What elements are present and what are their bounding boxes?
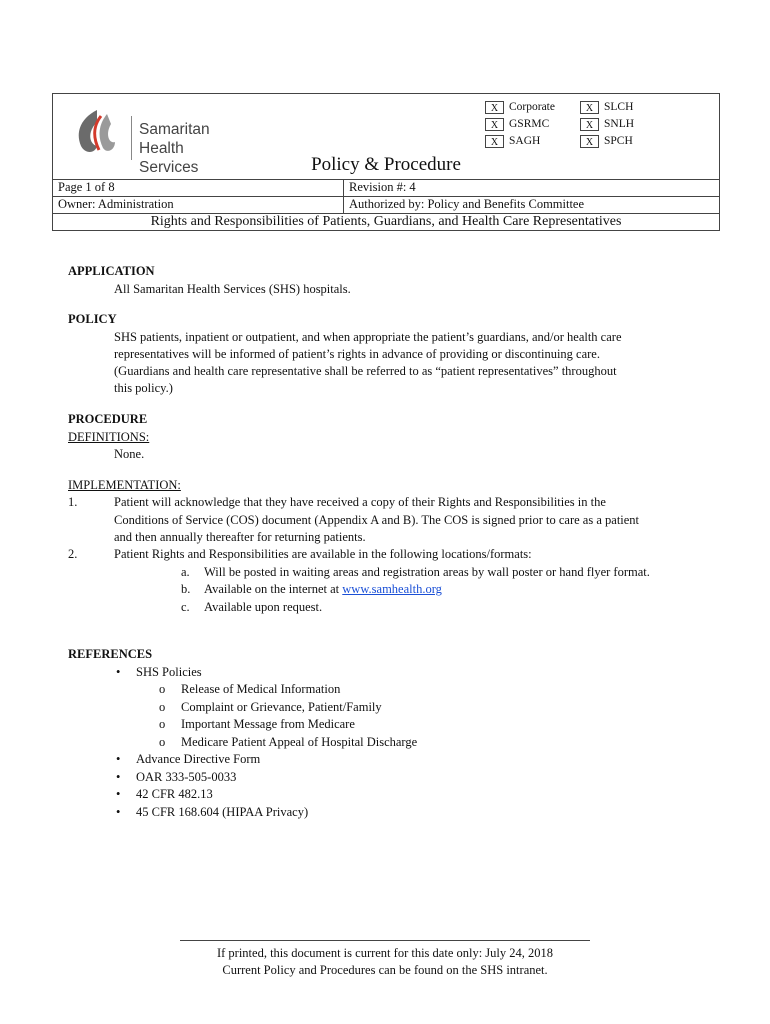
subitem-text: Available on the internet at [204, 582, 343, 596]
logo-line1: Samaritan [139, 121, 210, 138]
facility-spch: SPCH [604, 135, 633, 147]
references-heading: REFERENCES [68, 647, 153, 661]
policy-line: this policy.) [114, 381, 173, 395]
bullet-icon: • [116, 805, 121, 819]
application-text: All Samaritan Health Services (SHS) hospitals. [114, 282, 351, 296]
item1-line: and then annually thereafter for returning patients. [114, 530, 366, 544]
reference-subitem: Medicare Patient Appeal of Hospital Discharge [181, 735, 418, 749]
subitem-text-with-link [204, 581, 442, 599]
circle-bullet-icon: o [159, 682, 166, 696]
bullet-icon: • [116, 752, 121, 766]
circle-bullet-icon: o [159, 717, 166, 731]
facility-mark-corporate: X [485, 101, 504, 114]
footer-divider [180, 940, 590, 941]
subitem-text: Will be posted in waiting areas and registration areas by wall poster or hand flyer format. [204, 565, 650, 579]
bullet-icon: • [116, 787, 121, 801]
policy-subject: Rights and Responsibilities of Patients, Guardians, and Health Care Representatives [150, 214, 622, 229]
logo-line2: Health Services [139, 140, 199, 176]
policy-heading: POLICY [68, 312, 117, 326]
divider [343, 179, 344, 213]
implementation-heading: IMPLEMENTATION: [68, 478, 181, 492]
procedure-heading: PROCEDURE [68, 412, 148, 426]
document-title: Policy & Procedure [311, 154, 461, 175]
facility-mark-snlh: X [580, 118, 599, 131]
item2-text: Patient Rights and Responsibilities are available in the following locations/formats: [114, 547, 532, 561]
item1-line: Conditions of Service (COS) document (Appendix A and B). The COS is signed prior to care as a patient [114, 513, 640, 527]
item-number: 2. [68, 547, 78, 561]
item-number: 1. [68, 495, 78, 509]
subitem-letter: c. [181, 600, 190, 614]
facility-gsrmc: GSRMC [509, 118, 550, 130]
reference-item: Advance Directive Form [136, 752, 261, 766]
facility-mark-sagh: X [485, 135, 504, 148]
reference-subitem: Complaint or Grievance, Patient/Family [181, 700, 382, 714]
item1-line: Patient will acknowledge that they have received a copy of their Rights and Responsibilities in the [114, 495, 606, 509]
facility-snlh: SNLH [604, 118, 635, 130]
circle-bullet-icon: o [159, 700, 166, 714]
application-heading: APPLICATION [68, 264, 155, 278]
subitem-letter: a. [181, 565, 190, 579]
revision: Revision #: 4 [349, 180, 416, 194]
footer-line1: If printed, this document is current for this date only: July 24, 2018 [216, 946, 554, 960]
circle-bullet-icon: o [159, 735, 166, 749]
facility-sagh: SAGH [509, 135, 541, 147]
policy-line: representatives will be informed of patient’s rights in advance of providing or discontinuing care. [114, 347, 600, 361]
reference-subitem: Release of Medical Information [181, 682, 341, 696]
reference-item: 42 CFR 482.13 [136, 787, 213, 801]
bullet-icon: • [116, 770, 121, 784]
policy-line: SHS patients, inpatient or outpatient, and when appropriate the patient’s guardians, and/or health care [114, 330, 622, 344]
facility-mark-gsrmc: X [485, 118, 504, 131]
facility-corporate: Corporate [509, 101, 555, 113]
definitions-text: None. [114, 447, 145, 461]
policy-line: (Guardians and health care representative shall be referred to as “patient representatives” throughout [114, 364, 617, 378]
flame-logo-icon [67, 106, 123, 156]
owner: Owner: Administration [58, 197, 174, 211]
facility-mark-slch: X [580, 101, 599, 114]
page-count: Page 1 of 8 [58, 180, 115, 194]
bullet-icon: • [116, 665, 121, 679]
facility-mark-spch: X [580, 135, 599, 148]
definitions-heading: DEFINITIONS: [68, 430, 150, 444]
reference-item: OAR 333-505-0033 [136, 770, 237, 784]
subitem-letter: b. [181, 582, 191, 596]
samhealth-link[interactable]: www.samhealth.org [342, 582, 442, 596]
policy-header [52, 93, 720, 231]
subitem-text: Available upon request. [204, 600, 323, 614]
footer-line2: Current Policy and Procedures can be found on the SHS intranet. [222, 963, 548, 977]
facility-slch: SLCH [604, 101, 634, 113]
authorized-by: Authorized by: Policy and Benefits Committee [349, 197, 585, 211]
reference-item: 45 CFR 168.604 (HIPAA Privacy) [136, 805, 309, 819]
reference-subitem: Important Message from Medicare [181, 717, 355, 731]
reference-item: SHS Policies [136, 665, 202, 679]
